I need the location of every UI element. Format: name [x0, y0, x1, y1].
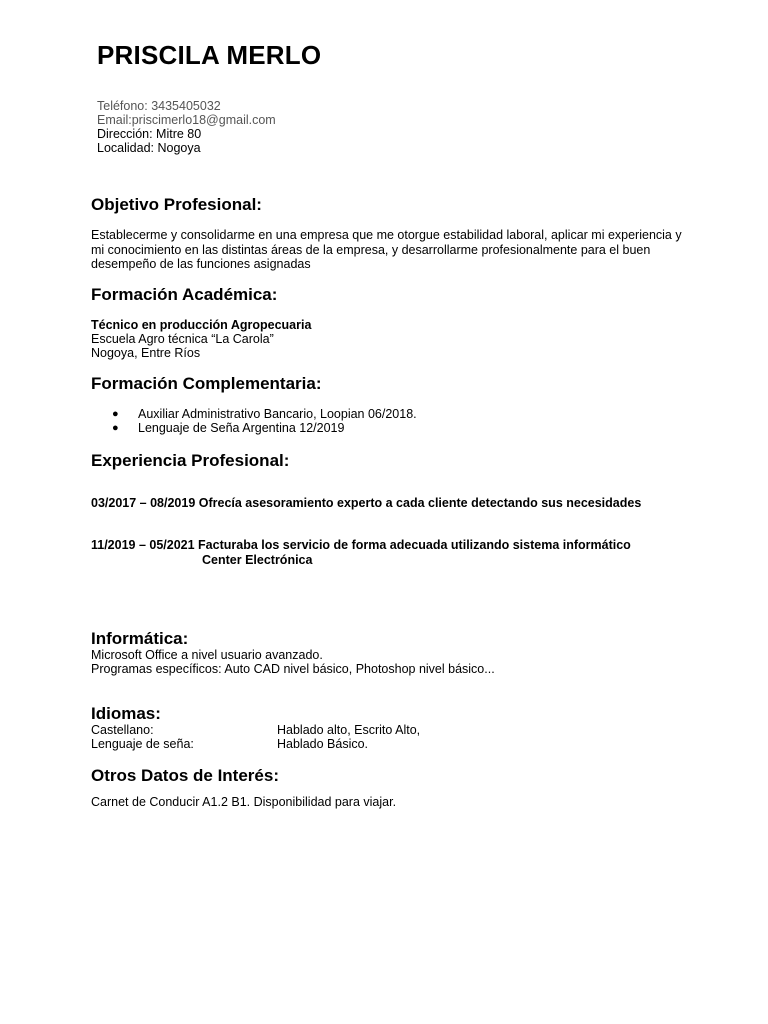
formacion-school: Escuela Agro técnica “La Carola”	[91, 332, 274, 346]
formacion-place: Nogoya, Entre Ríos	[91, 346, 201, 360]
section-title-idiomas: Idiomas:	[91, 704, 161, 723]
formacion-degree: Técnico en producción Agropecuaria	[91, 318, 312, 332]
candidate-name: PRISCILA MERLO	[97, 40, 322, 70]
experiencia-item: 11/2019 – 05/2021 Facturaba los servicio de forma adecuada utilizando sistema informático Center Electrónica	[91, 538, 631, 567]
otros-text: Carnet de Conducir A1.2 B1. Disponibilidad para viajar.	[91, 795, 397, 809]
list-item: ● Auxiliar Administrativo Bancario, Loopian 06/2018.	[112, 407, 417, 421]
idioma-lang: Castellano:	[91, 723, 154, 737]
informatica-line: Microsoft Office a nivel usuario avanzado.	[91, 648, 323, 662]
idioma-level: Hablado alto, Escrito Alto,	[277, 723, 421, 737]
section-title-complementaria: Formación Complementaria:	[91, 374, 322, 393]
address: Dirección: Mitre 80	[97, 127, 202, 141]
idioma-lang: Lenguaje de seña:	[91, 737, 194, 751]
idioma-level: Hablado Básico.	[277, 737, 369, 751]
complementaria-list	[112, 407, 417, 435]
bullet-icon: ●	[112, 408, 119, 420]
email: Email:priscimerlo18@gmail.com	[97, 113, 276, 127]
list-item: ● Lenguaje de Seña Argentina 12/2019	[112, 421, 345, 435]
objetivo-text: Establecerme y consolidarme en una empresa que me otorgue estabilidad laboral, aplicar mi experiencia y mi conocimiento en las distintas áreas de la empresa, y desarrollarme profesionalmente para el buen desempeño de las funciones asignadas	[91, 228, 682, 271]
locality: Localidad: Nogoya	[97, 141, 201, 155]
phone: Teléfono: 3435405032	[97, 99, 221, 113]
informatica-line: Programas específicos: Auto CAD nivel básico, Photoshop nivel básico...	[91, 662, 495, 676]
section-title-otros: Otros Datos de Interés:	[91, 766, 279, 785]
section-title-formacion: Formación Académica:	[91, 285, 278, 304]
bullet-icon: ●	[112, 422, 119, 434]
experiencia-item: 03/2017 – 08/2019 Ofrecía asesoramiento experto a cada cliente detectando sus necesidades	[91, 496, 642, 510]
section-title-objetivo: Objetivo Profesional:	[91, 195, 262, 214]
section-title-experiencia: Experiencia Profesional:	[91, 451, 290, 470]
section-title-informatica: Informática:	[91, 629, 189, 648]
